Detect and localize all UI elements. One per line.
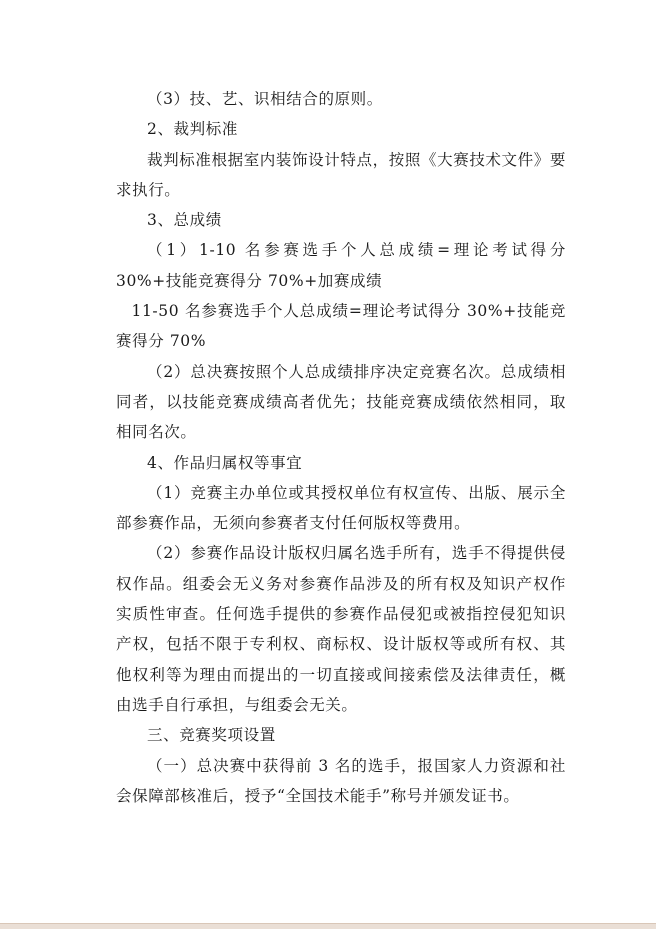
paragraph-awards-1: （一）总决赛中获得前 3 名的选手，报国家人力资源和社会保障部核准后，授予“全国技术能手”称号并颁发证书。 <box>116 756 566 805</box>
paragraph-score-rank-1-10: （1）1-10 名参赛选手个人总成绩=理论考试得分 30%+技能竞赛得分 70%+加赛成绩 <box>116 241 566 290</box>
heading-judging-standard: 2、裁判标准 <box>147 120 238 139</box>
document-body <box>116 84 566 811</box>
heading-work-ownership: 4、作品归属权等事宜 <box>147 453 303 472</box>
paragraph-final-ranking: （2）总决赛按照个人总成绩排序决定竞赛名次。总成绩相同者，以技能竞赛成绩高者优先；技能竞赛成绩依然相同，取相同名次。 <box>116 362 566 442</box>
heading-total-score: 3、总成绩 <box>147 211 222 230</box>
paragraph-ownership-1: （1）竞赛主办单位或其授权单位有权宣传、出版、展示全部参赛作品，无须向参赛者支付任何版权等费用。 <box>116 483 566 533</box>
heading-awards: 三、竞赛奖项设置 <box>147 726 276 745</box>
paragraph-judging-standard: 裁判标准根据室内装饰设计特点，按照《大赛技术文件》要求执行。 <box>116 150 566 199</box>
paragraph-ownership-2: （2）参赛作品设计版权归属名选手所有，选手不得提供侵权作品。组委会无义务对参赛作品涉及的所有权及知识产权作实质性审查。任何选手提供的参赛作品侵犯或被指控侵犯知识产权，包括不限于专利权、商标权、设计版权等或所有权、其他权利等为理由而提出的一切直接或间接索偿及法律责任，概由选手自行承担，与组委会无关。 <box>116 544 566 714</box>
paragraph-principle-3: （3）技、艺、识相结合的原则。 <box>147 90 383 108</box>
paragraph-score-rank-11-50: 11-50 名参赛选手个人总成绩=理论考试得分 30%+技能竞赛得分 70% <box>116 302 566 351</box>
page-bottom-border <box>0 924 656 929</box>
